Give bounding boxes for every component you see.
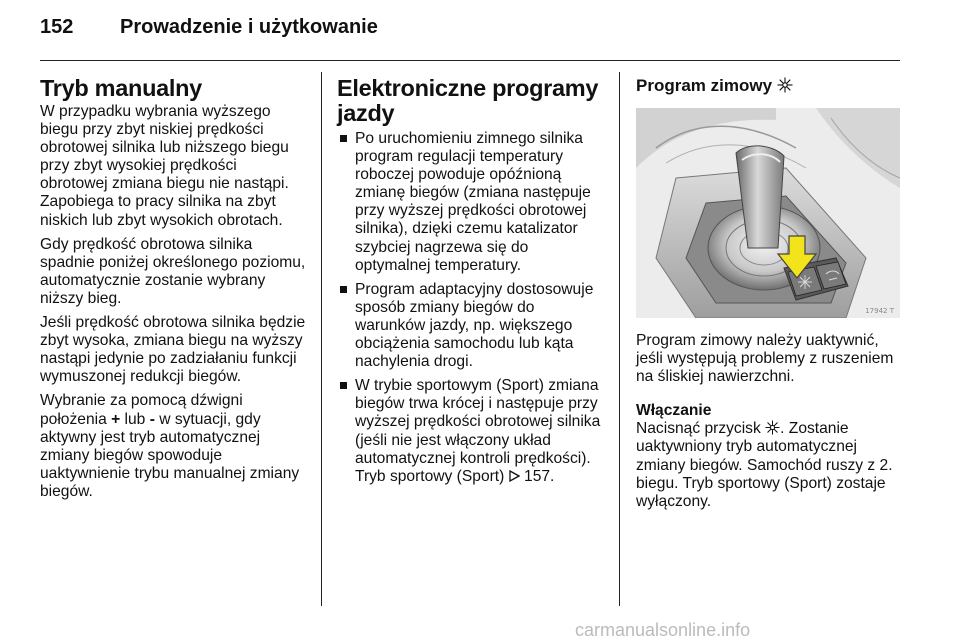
column-electronic-programs	[337, 76, 605, 492]
heading-electronic-programs: Elektroniczne programy jazdy	[337, 75, 599, 126]
figure-id: 17942 T	[865, 307, 894, 315]
paragraph-1: W przypadku wybrania wyższego biegu przy zbyt niskiej prędkości obrotowej silnika lub niższego biegu przy zbyt wysokiej prędkości obrotowej zmiana biegu nie nastąpi. Zapobiega to pracy silnika na zbyt niskich lub zbyt wysokich obrotach.	[40, 103, 289, 229]
gear-lever-illustration	[636, 108, 900, 318]
heading-manual-mode: Tryb manualny	[40, 75, 202, 101]
header-rule	[40, 60, 900, 61]
minus-symbol: -	[149, 410, 155, 428]
page-number: 152	[40, 16, 74, 38]
paragraph-4-part-c: w sytuacji, gdy aktywny jest tryb automatycznej zmiany biegów spowoduje uaktywnienie trybu manualnej zmiany biegów.	[40, 410, 300, 500]
winter-paragraph-2: Nacisnąć przycisk . Zostanie uaktywniony tryb automatycznej zmiany biegów. Samochód ruszy z 2. biegu. Tryb sportowy (Sport) zostaje wyłączony.	[636, 420, 893, 510]
list-item-text: W trybie sportowym (Sport) zmiana biegów trwa krócej i następuje przy wyższej prędkości obrotowej silnika (jeśli nie jest włączony układ automatycznej kontroli prędkości). Tryb sportowy (Sport)	[355, 377, 601, 485]
paragraph-3: Jeśli prędkość obrotowa silnika będzie zbyt wysoka, zmiana biegu na wyższy nastąpi jedynie po zadziałaniu funkcji wymuszonej redukcji biegów.	[40, 314, 306, 386]
list-item	[337, 377, 605, 486]
page-title: Prowadzenie i użytkowanie	[120, 16, 378, 38]
paragraph-4-part-a: Wybranie za pomocą dźwigni położenia	[40, 392, 243, 428]
paragraph-4	[40, 392, 308, 501]
subheading-activation: Włączanie	[636, 402, 712, 420]
heading-winter-program: Program zimowy	[636, 76, 906, 96]
page-reference[interactable]: 157.	[524, 467, 555, 485]
program-list	[337, 130, 605, 486]
triangle-reference-icon	[509, 470, 520, 482]
paragraph-4-part-b: lub	[120, 410, 150, 428]
list-item: Program adaptacyjny dostosowuje sposób zmiany biegów do warunków jazdy, np. większego obciążenia samochodu lub kąta nachylenia drogi.	[337, 281, 605, 371]
list-item: Po uruchomieniu zimnego silnika program regulacji temperatury roboczej powoduje opóźnioną zmianę biegów (zmiana następuje przy wyższej prędkości obrotowej silnika), dzięki czemu katalizator szybciej nagrzewa się do optymalnej temperatury.	[337, 130, 605, 275]
snowflake-icon	[777, 77, 793, 93]
winter-paragraph-1: Program zimowy należy uaktywnić, jeśli występują problemy z ruszeniem na śliskiej nawierzchni.	[636, 332, 894, 386]
column-divider-right	[619, 72, 620, 606]
column-winter-program	[636, 76, 906, 517]
watermark: carmanualsonline.info	[575, 620, 751, 640]
snowflake-button-icon	[765, 420, 780, 435]
paragraph-2: Gdy prędkość obrotowa silnika spadnie poniżej określonego poziomu, automatycznie zostanie wybrany niższy bieg.	[40, 235, 306, 307]
column-manual-mode	[40, 76, 308, 507]
plus-symbol: +	[111, 410, 121, 428]
column-divider-left	[321, 72, 322, 606]
